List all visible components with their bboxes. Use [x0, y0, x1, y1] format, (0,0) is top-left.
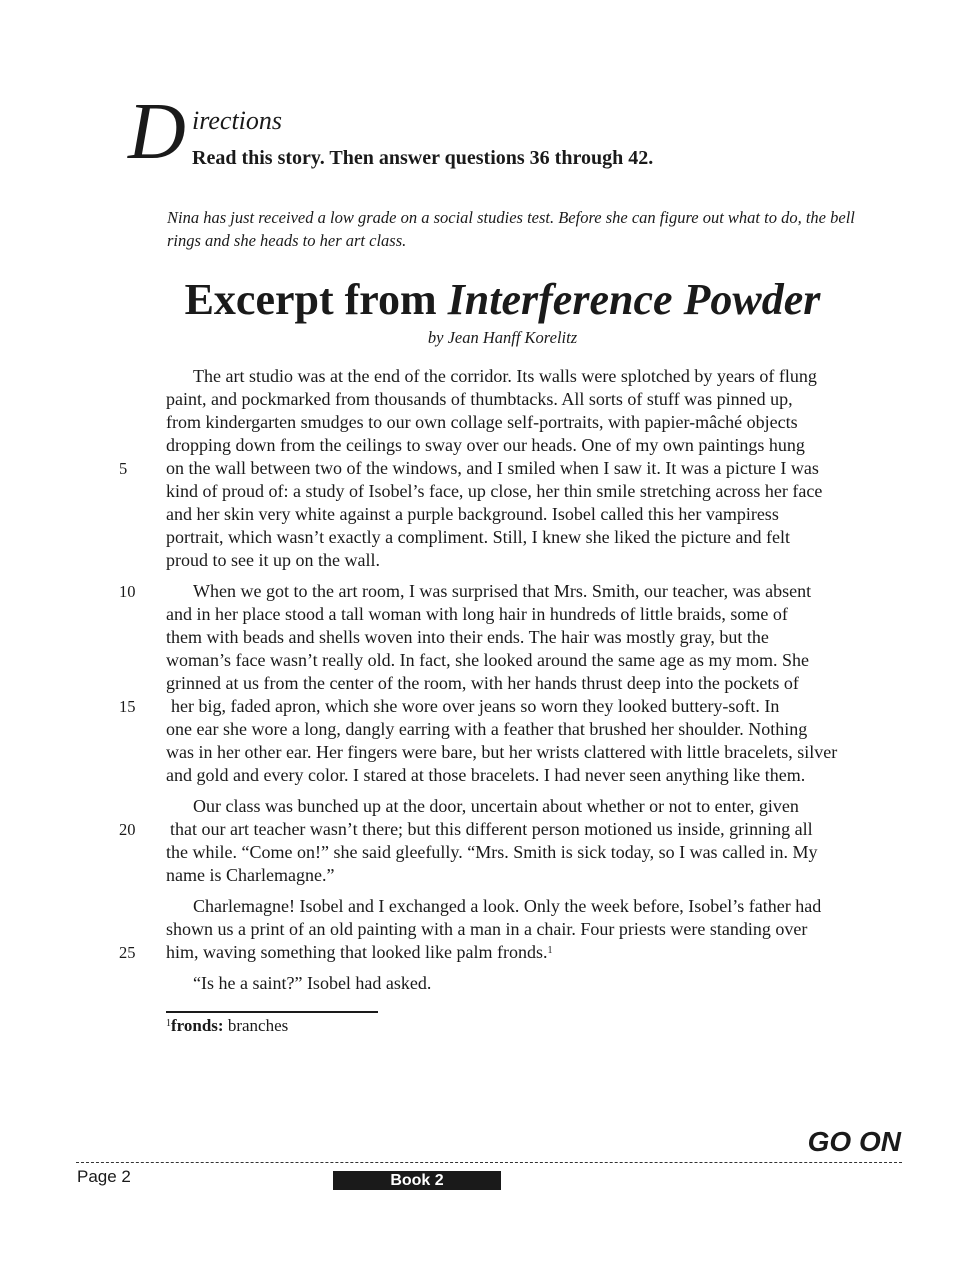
footnote-term: fronds:: [171, 1016, 224, 1035]
passage-line: and gold and every color. I stared at those bracelets. I had never seen anything like them.: [166, 765, 806, 785]
directions-heading: irections: [192, 106, 283, 135]
passage-line-with-footnote: [166, 941, 552, 964]
passage-line: grinned at us from the center of the room, with her hands thrust deep into the pockets of: [166, 673, 799, 693]
passage-line: woman’s face wasn’t really old. In fact, she looked around the same age as my mom. She: [166, 650, 809, 670]
passage-line: paint, and pockmarked from thousands of thumbtacks. All sorts of stuff was pinned up,: [166, 389, 793, 409]
page-number: Page 2: [77, 1167, 131, 1186]
passage-line: and her skin very white against a purple background. Isobel called this her vampiress: [166, 504, 779, 524]
directions-instruction: Read this story. Then answer questions 36 through 42.: [192, 147, 654, 169]
story-title: [0, 276, 979, 324]
passage-line: on the wall between two of the windows, and I smiled when I saw it. It was a picture I was: [166, 458, 819, 478]
intro-text: Nina has just received a low grade on a social studies test. Before she can figure out what to do, the bell rings and she heads to her art class.: [167, 208, 855, 250]
passage-line: one ear she wore a long, dangly earring with a feather that brushed her shoulder. Nothing: [166, 719, 808, 739]
title-italic: Interference Powder: [447, 275, 821, 324]
footnote: [166, 1015, 288, 1037]
passage-line: was in her other ear. Her fingers were bare, but her wrists clattered with little bracelets, silver: [166, 742, 838, 762]
passage-line: the while. “Come on!” she said gleefully. “Mrs. Smith is sick today, so I was called in. My: [166, 842, 818, 862]
footnote-definition: branches: [223, 1016, 289, 1035]
line-number: 25: [119, 943, 136, 962]
title-prefix: Excerpt from: [184, 275, 448, 324]
passage-line: her big, faded apron, which she wore over jeans so worn they looked buttery-soft. In: [171, 696, 780, 716]
passage-line: proud to see it up on the wall.: [166, 550, 380, 570]
book-label: Book 2: [333, 1171, 501, 1190]
passage-line: name is Charlemagne.”: [166, 865, 335, 885]
byline: by Jean Hanff Korelitz: [427, 328, 578, 347]
passage-line: portrait, which wasn’t exactly a compliment. Still, I knew she liked the picture and felt: [166, 527, 790, 547]
passage-line: shown us a print of an old painting with a man in a chair. Four priests were standing over: [166, 919, 808, 939]
line-number: 10: [119, 582, 136, 601]
passage-line: When we got to the art room, I was surprised that Mrs. Smith, our teacher, was absent: [193, 581, 812, 601]
footnote-rule: [166, 1011, 378, 1013]
line-number: 5: [119, 459, 128, 478]
passage-line: that our art teacher wasn’t there; but this different person motioned us inside, grinning all: [170, 819, 813, 839]
directions-dropcap: D: [128, 88, 186, 176]
footnote-marker: 1: [547, 945, 553, 956]
passage-line: and in her place stood a tall woman with long hair in hundreds of little braids, some of: [166, 604, 788, 624]
footnote-number: 1: [166, 1018, 171, 1029]
go-on-label: GO ON: [807, 1126, 901, 1157]
passage-line: Our class was bunched up at the door, uncertain about whether or not to enter, given: [193, 796, 799, 816]
footer-dashed-divider: [76, 1162, 902, 1163]
passage-line: “Is he a saint?” Isobel had asked.: [193, 973, 432, 993]
passage-line: The art studio was at the end of the corridor. Its walls were splotched by years of flung: [193, 366, 817, 386]
line-number: 15: [119, 697, 136, 716]
passage-line: Charlemagne! Isobel and I exchanged a look. Only the week before, Isobel’s father had: [193, 896, 822, 916]
passage-line: them with beads and shells woven into their ends. The hair was mostly gray, but the: [166, 627, 769, 647]
passage-line: dropping down from the ceilings to sway over our heads. One of my own paintings hung: [166, 435, 805, 455]
passage-line-text: him, waving something that looked like palm fronds.: [166, 942, 548, 962]
passage-line: from kindergarten smudges to our own collage self-portraits, with papier-mâché objects: [166, 412, 798, 432]
passage-line: kind of proud of: a study of Isobel’s face, up close, her thin smile stretching across her face: [166, 481, 823, 501]
line-number: 20: [119, 820, 136, 839]
